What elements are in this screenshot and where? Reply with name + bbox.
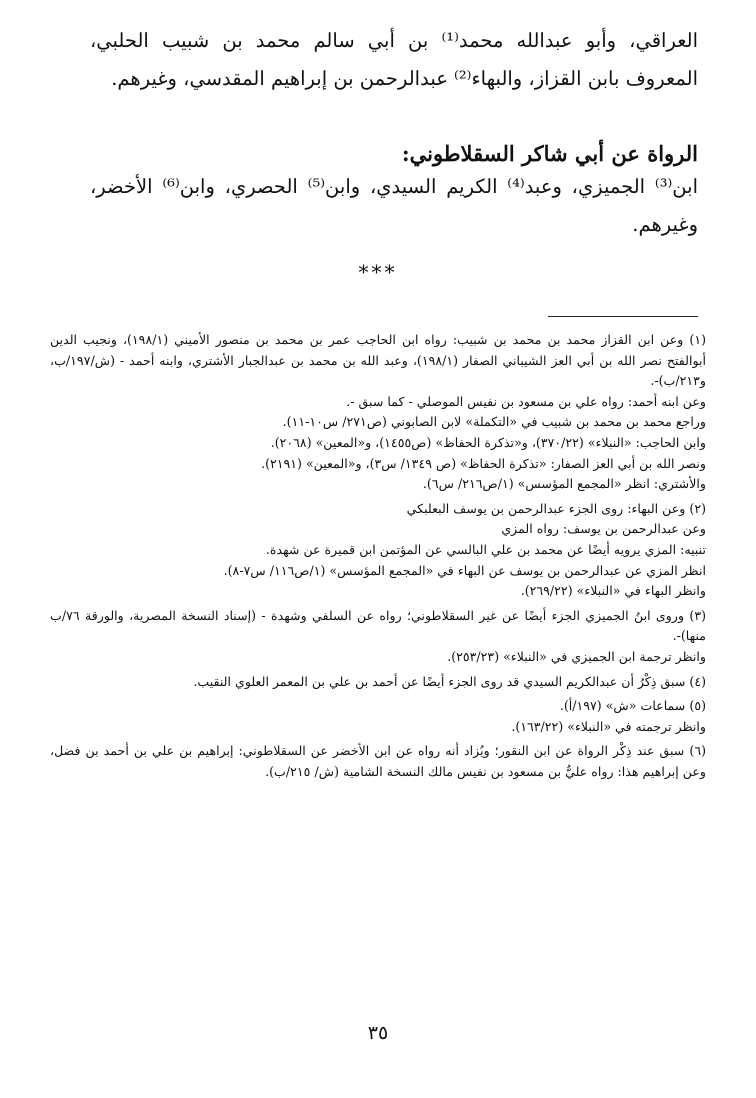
- footnote-line: وعن ابن القزاز محمد بن محمد بن شبيب: رواه ابن الحاجب عمر بن محمد بن منصور الأميني (١٩٨/١)، ونجيب الدين أبوالفتح نصر الله بن أبي العز الشيباني الصفار (١٩٨/١)، وعبد الله بن محمد بن عبدالجبار الأشتري، وابنه أحمد - (ش/١٩٧/ب، و٢١٣/ب)-.: [50, 332, 706, 389]
- footnote-2: [50, 499, 706, 602]
- footnote-line: سبق عند ذِكْر الرواة عن ابن النقور؛ ويُزاد أنه رواه عن ابن الأخضر عن السقلاطوني: إبراهيم بن علي بن أحمد بن فضل، وعن إبراهيم هذا: رواه عليُّ بن مسعود بن نفيس مالك النسخة الشامية (ش/ ٢١٥/ب).: [50, 743, 706, 779]
- footnotes: [50, 330, 706, 786]
- footnote-line: وانظر ترجمته في «النبلاء» (١٦٣/٢٢).: [511, 718, 706, 734]
- footnote-line: وانظر البهاء في «النبلاء» (٢٦٩/٢٢).: [520, 583, 706, 599]
- footnote-line: سبق ذِكْرُ أن عبدالكريم السيدي قد روى الجزء أيضًا عن أحمد بن علي بن المعمر العلوي النقيب.: [193, 673, 686, 689]
- section-separator: ***: [358, 260, 398, 284]
- footnote-line: ونصر الله بن أبي العز الصفار: «تذكرة الحفاظ» (ص ١٣٤٩/ س٣)، و«المعين» (٢١٩١).: [261, 455, 706, 471]
- footnote-marker: (٢): [689, 500, 706, 516]
- section-heading: الرواة عن أبي شاكر السقلاطوني:: [401, 141, 698, 166]
- footnote-line: سماعات «ش» (١٩٧/أ).: [559, 698, 686, 714]
- footnote-5: [50, 696, 706, 737]
- footnote-line: وعن ابنه أحمد: رواه علي بن مسعود بن نفيس الموصلي - كما سبق -.: [346, 393, 706, 409]
- footnote-marker: (٣): [689, 607, 706, 623]
- footnote-marker: (٥): [689, 698, 706, 714]
- main-text: [90, 22, 698, 98]
- footnote-marker: (١): [689, 332, 706, 347]
- footnote-line: وراجع محمد بن محمد بن شبيب في «التكملة» لابن الصابوني (ص٢٧١/ س١٠-١١).: [282, 414, 706, 430]
- page-number: ٣٥: [367, 1022, 389, 1044]
- footnote-marker: (٦): [689, 743, 706, 759]
- footnote-line: تنبيه: المزي يرويه أيضًا عن محمد بن علي البالسي عن المؤتمن ابن قميرة عن شهدة.: [265, 541, 706, 557]
- footnote-3: [50, 606, 706, 668]
- footnote-divider: [548, 316, 698, 317]
- paragraph-teachers: العراقي، وأبو عبدالله محمد⁽¹⁾ بن أبي سالم محمد بن شبيب الحلبي، المعروف بابن القزاز، والبهاء⁽²⁾ عبدالرحمن بن إبراهيم المقدسي، وغيرهم.: [90, 29, 698, 90]
- narrators-paragraph: ابن⁽³⁾ الجميزي، وعبد⁽⁴⁾ الكريم السيدي، وابن⁽⁵⁾ الحصري، وابن⁽⁶⁾ الأخضر، وغيرهم.: [90, 175, 698, 236]
- footnote-line: وعن البهاء: روى الجزء عبدالرحمن بن يوسف البعلبكي: [406, 500, 686, 516]
- footnote-6: [50, 741, 706, 782]
- footnote-line: وابن الحاجب: «النبلاء» (٣٧٠/٢٢)، و«تذكرة الحفاظ» (ص١٤٥٥)، و«المعين» (٢٠٦٨).: [270, 434, 706, 450]
- footnote-line: وانظر ترجمة ابن الجميزي في «النبلاء» (٢٥٣/٢٣).: [447, 648, 706, 664]
- footnote-marker: (٤): [689, 673, 706, 689]
- footnote-line: وعن عبدالرحمن بن يوسف: رواه المزي: [501, 521, 706, 537]
- footnote-line: انظر المزي عن عبدالرحمن بن يوسف عن البهاء في «المجمع المؤسس» (١/ص١١٦/ س٧-٨).: [223, 562, 706, 578]
- footnote-4: [50, 672, 706, 693]
- footnote-line: والأشتري: انظر «المجمع المؤسس» (١/ص٢١٦/ س٦).: [422, 476, 706, 492]
- footnote-1: [50, 330, 706, 495]
- footnote-line: وروى ابنُ الجميزي الجزء أيضًا عن غير السقلاطوني؛ رواه عن السلفي وشهدة - (إسناد النسخة المصرية، والورقة ٧٦/ب منها)-.: [50, 607, 706, 644]
